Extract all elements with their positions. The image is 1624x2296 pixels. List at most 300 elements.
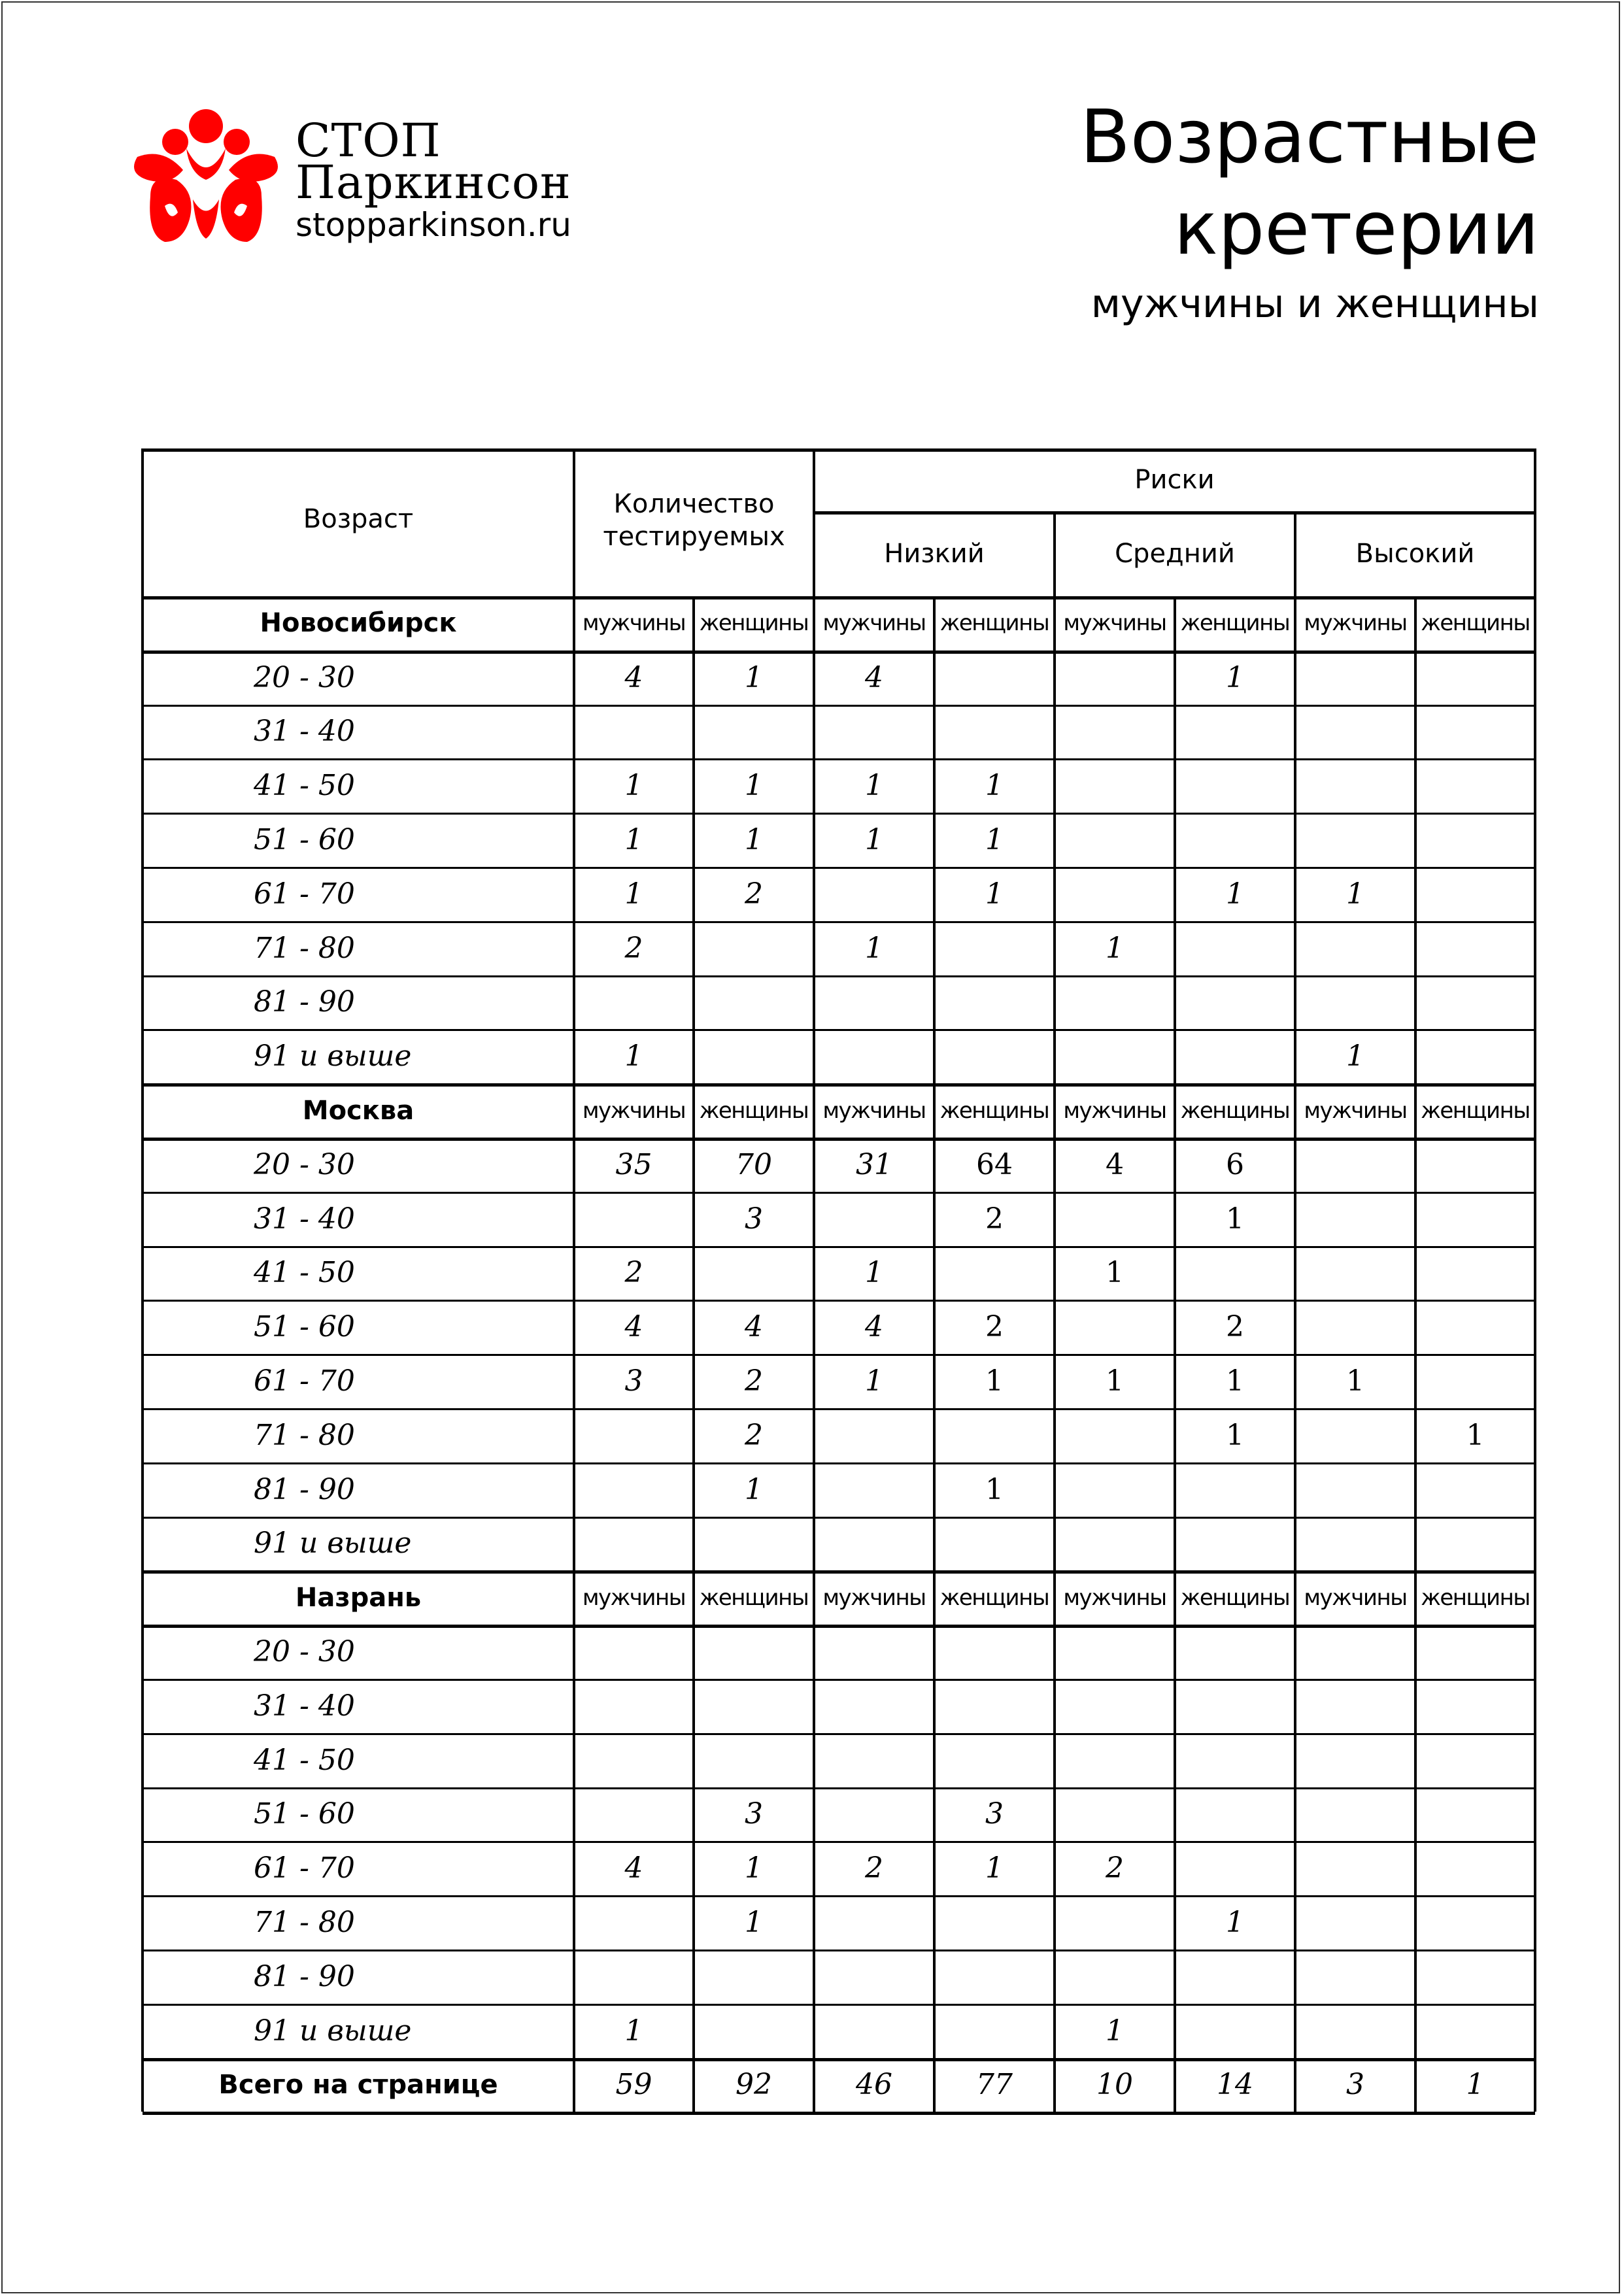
table-column-rule <box>692 1570 695 1625</box>
header-risks: Риски <box>1134 465 1215 495</box>
age-range: 51 - 60 <box>254 823 355 857</box>
value-cell <box>1055 1787 1175 1842</box>
table-column-rule <box>1414 1570 1417 1625</box>
table-column-rule <box>141 1570 144 1625</box>
table-column-rule <box>692 921 695 975</box>
table-column-rule <box>1294 975 1296 1030</box>
table-column-rule <box>1294 1138 1296 1192</box>
value-cell: 1 <box>865 1256 883 1290</box>
value-cell <box>1415 650 1535 705</box>
table-column-rule <box>573 1462 575 1517</box>
table-column-rule <box>1174 921 1176 975</box>
table-column-rule <box>1534 1246 1536 1300</box>
age-range: 71 - 80 <box>254 1906 355 1940</box>
value-cell <box>814 1517 934 1571</box>
table-column-rule <box>933 921 936 975</box>
value-cell: 1 <box>985 1364 1004 1398</box>
table-column-rule <box>1414 1192 1417 1246</box>
table-column-rule <box>1294 1679 1296 1733</box>
table-column-rule <box>1294 1841 1296 1895</box>
table-column-rule <box>1414 1029 1417 1083</box>
value-cell: 1 <box>985 877 1004 911</box>
header-count: Количество тестируемых <box>603 489 785 552</box>
value-cell <box>1055 975 1175 1030</box>
table-column-rule <box>1174 975 1176 1030</box>
table-column-rule <box>1174 1408 1176 1462</box>
table-column-rule <box>933 1462 936 1517</box>
value-cell <box>1415 1787 1535 1842</box>
value-cell <box>1055 1300 1175 1354</box>
table-column-rule <box>1414 921 1417 975</box>
table-column-rule <box>1174 1354 1176 1408</box>
value-cell: 1 <box>865 823 883 857</box>
value-cell: 2 <box>745 1364 763 1398</box>
table-column-rule <box>573 1625 575 1679</box>
table-column-rule <box>692 1029 695 1083</box>
table-column-rule <box>1294 1083 1296 1138</box>
city-label: Назрань <box>295 1582 422 1613</box>
table-column-rule <box>1174 1570 1176 1625</box>
table-column-rule <box>141 975 144 1030</box>
table-column-rule <box>813 1138 815 1192</box>
value-cell <box>574 1895 694 1950</box>
age-range: 51 - 60 <box>254 1310 355 1344</box>
table-column-rule <box>692 1138 695 1192</box>
age-range: 91 и выше <box>254 1527 412 1561</box>
value-cell <box>1055 705 1175 759</box>
value-cell <box>1415 1895 1535 1950</box>
value-cell: 4 <box>624 1851 643 1885</box>
table-column-rule <box>1414 1787 1417 1842</box>
table-column-rule <box>1534 1895 1536 1950</box>
table-column-rule <box>1053 1895 1056 1950</box>
value-cell <box>1415 975 1535 1030</box>
value-cell: 1 <box>865 769 883 803</box>
table-column-rule <box>692 975 695 1030</box>
table-column-rule <box>1534 705 1536 759</box>
table-column-rule <box>1174 1625 1176 1679</box>
value-cell <box>574 1408 694 1462</box>
table-column-rule <box>141 596 144 650</box>
table-column-rule <box>1414 1733 1417 1787</box>
value-cell <box>1415 758 1535 813</box>
table-column-rule <box>573 1138 575 1192</box>
age-range: 41 - 50 <box>254 1743 355 1777</box>
value-cell: 4 <box>1106 1147 1124 1181</box>
value-cell <box>1295 1950 1415 2004</box>
table-column-rule <box>813 1950 815 2004</box>
total-value: 92 <box>736 2068 772 2102</box>
table-column-rule <box>1294 1462 1296 1517</box>
table-column-rule <box>1534 1625 1536 1679</box>
value-cell <box>934 1679 1055 1733</box>
age-range: 41 - 50 <box>254 1256 355 1290</box>
table-column-rule <box>1414 1841 1417 1895</box>
age-range: 20 - 30 <box>254 1147 355 1181</box>
table-column-rule <box>813 1246 815 1300</box>
table-column-rule <box>573 758 575 813</box>
value-cell <box>1295 1895 1415 1950</box>
table-column-rule <box>813 1354 815 1408</box>
table-column-rule <box>573 813 575 867</box>
table-column-rule <box>813 1083 815 1138</box>
table-column-rule <box>573 1950 575 2004</box>
table-column-rule <box>1294 921 1296 975</box>
table-column-rule <box>1053 705 1056 759</box>
table-column-rule <box>1534 650 1536 705</box>
value-cell <box>934 1950 1055 2004</box>
table-column-rule <box>1294 1570 1296 1625</box>
table-column-rule <box>1534 1192 1536 1246</box>
value-cell <box>1055 1625 1175 1679</box>
value-cell: 2 <box>745 1418 763 1452</box>
value-cell <box>694 705 814 759</box>
city-label: Москва <box>302 1095 414 1126</box>
value-cell <box>1175 705 1295 759</box>
table-column-rule <box>1534 1733 1536 1787</box>
table-column-rule <box>692 1895 695 1950</box>
value-cell: 4 <box>865 660 883 694</box>
value-cell: 1 <box>1226 1202 1244 1236</box>
table-column-rule <box>933 650 936 705</box>
table-column-rule <box>573 867 575 921</box>
page-title <box>1080 92 1539 333</box>
table-column-rule <box>1174 867 1176 921</box>
table-column-rule <box>813 813 815 867</box>
total-label: Всего на странице <box>218 2069 498 2100</box>
table-column-rule <box>1053 1246 1056 1300</box>
city-label: Новосибирск <box>260 608 457 639</box>
age-range: 71 - 80 <box>254 931 355 965</box>
value-cell <box>1295 650 1415 705</box>
value-cell <box>814 867 934 921</box>
table-column-rule <box>1053 1841 1056 1895</box>
table-column-rule <box>933 1300 936 1354</box>
table-column-rule <box>1053 1138 1056 1192</box>
value-cell <box>814 975 934 1030</box>
value-cell <box>1295 1517 1415 1571</box>
value-cell <box>1175 1733 1295 1787</box>
table-column-rule <box>692 1950 695 2004</box>
title-line1: Возрастные <box>1079 95 1539 180</box>
table-column-rule <box>933 758 936 813</box>
table-column-rule <box>573 2058 575 2112</box>
sex-label: женщины <box>699 610 809 637</box>
value-cell <box>934 2004 1055 2058</box>
age-range: 31 - 40 <box>254 1689 355 1723</box>
table-column-rule <box>1053 1733 1056 1787</box>
value-cell <box>694 1029 814 1083</box>
value-cell <box>1175 921 1295 975</box>
table-column-rule <box>1534 1083 1536 1138</box>
value-cell <box>814 1462 934 1517</box>
table-column-rule <box>933 1787 936 1842</box>
sex-label: мужчины <box>1063 1584 1166 1611</box>
sex-label: мужчины <box>822 610 926 637</box>
table-column-rule <box>1174 1246 1176 1300</box>
value-cell: 3 <box>745 1202 763 1236</box>
table-column-rule <box>1414 1517 1417 1571</box>
value-cell <box>574 1733 694 1787</box>
age-range: 31 - 40 <box>254 715 355 749</box>
table-column-rule <box>813 1570 815 1625</box>
table-column-rule <box>573 1570 575 1625</box>
table-column-rule <box>1174 1083 1176 1138</box>
table-column-rule <box>141 1733 144 1787</box>
age-range: 91 и выше <box>254 2014 412 2048</box>
table-column-rule <box>1294 1300 1296 1354</box>
value-cell <box>1055 813 1175 867</box>
table-column-rule <box>1053 867 1056 921</box>
brand-site: stopparkinson.ru <box>296 206 571 244</box>
table-column-rule <box>1414 1354 1417 1408</box>
table-column-rule <box>141 1841 144 1895</box>
table-column-rule <box>692 758 695 813</box>
total-value: 1 <box>1466 2068 1485 2102</box>
value-cell: 1 <box>745 1472 763 1506</box>
table-column-rule <box>1174 1841 1176 1895</box>
table-column-rule <box>933 705 936 759</box>
value-cell <box>1175 1625 1295 1679</box>
value-cell <box>574 1787 694 1842</box>
table-column-rule <box>1294 813 1296 867</box>
table-column-rule <box>573 1408 575 1462</box>
table-column-rule <box>141 758 144 813</box>
table-column-rule <box>573 1083 575 1138</box>
table-column-rule <box>933 867 936 921</box>
sex-label: мужчины <box>1063 610 1166 637</box>
value-cell <box>1415 1192 1535 1246</box>
table-column-rule <box>573 650 575 705</box>
table-column-rule <box>1053 1300 1056 1354</box>
table-column-rule <box>1414 650 1417 705</box>
table-column-rule <box>1414 975 1417 1030</box>
value-cell: 1 <box>1346 1039 1364 1073</box>
value-cell <box>1295 975 1415 1030</box>
table-column-rule <box>813 596 815 650</box>
value-cell: 1 <box>985 1472 1004 1506</box>
table-column-rule <box>1294 596 1296 650</box>
table-column-rule <box>1294 1029 1296 1083</box>
value-cell <box>1295 1733 1415 1787</box>
value-cell <box>1175 1950 1295 2004</box>
value-cell: 2 <box>745 877 763 911</box>
table-column-rule <box>573 921 575 975</box>
table-column-rule <box>141 1787 144 1842</box>
table-column-rule <box>813 1029 815 1083</box>
value-cell: 1 <box>745 823 763 857</box>
age-range: 61 - 70 <box>254 877 355 911</box>
table-column-rule <box>813 1408 815 1462</box>
value-cell <box>1055 1679 1175 1733</box>
value-cell <box>934 921 1055 975</box>
header-risk-medium: Средний <box>1115 539 1235 569</box>
table-column-rule <box>1534 1679 1536 1733</box>
age-range: 61 - 70 <box>254 1851 355 1885</box>
value-cell <box>934 975 1055 1030</box>
table-column-rule <box>1174 705 1176 759</box>
table-column-rule <box>813 1787 815 1842</box>
table-column-rule <box>573 1733 575 1787</box>
table-column-rule <box>813 1192 815 1246</box>
value-cell <box>1295 921 1415 975</box>
age-range: 71 - 80 <box>254 1418 355 1452</box>
value-cell: 1 <box>1226 1364 1244 1398</box>
value-cell <box>814 1192 934 1246</box>
table-column-rule <box>141 1246 144 1300</box>
value-cell <box>1295 1192 1415 1246</box>
table-column-rule <box>1294 2058 1296 2112</box>
total-value: 59 <box>615 2068 652 2102</box>
table-column-rule <box>813 1462 815 1517</box>
value-cell: 1 <box>985 823 1004 857</box>
sex-label: мужчины <box>1063 1097 1166 1124</box>
table-column-rule <box>573 1679 575 1733</box>
value-cell <box>574 1679 694 1733</box>
sex-label: женщины <box>1180 610 1290 637</box>
value-cell <box>1175 1787 1295 1842</box>
table-column-rule <box>573 975 575 1030</box>
value-cell <box>1295 1408 1415 1462</box>
table-column-rule <box>1174 813 1176 867</box>
value-cell <box>1055 1950 1175 2004</box>
value-cell <box>1415 1354 1535 1408</box>
table-column-rule <box>1414 1625 1417 1679</box>
sex-label: женщины <box>1421 610 1530 637</box>
value-cell: 1 <box>865 931 883 965</box>
table-column-rule <box>692 1625 695 1679</box>
value-cell: 1 <box>624 877 643 911</box>
table-column-rule <box>692 1462 695 1517</box>
table-column-rule <box>1174 758 1176 813</box>
table-column-rule <box>1053 1625 1056 1679</box>
table-column-rule <box>933 1246 936 1300</box>
value-cell <box>1295 758 1415 813</box>
table-column-rule <box>1534 867 1536 921</box>
table-column-rule <box>692 1192 695 1246</box>
table-column-rule <box>1534 1841 1536 1895</box>
value-cell <box>934 1408 1055 1462</box>
value-cell: 64 <box>976 1147 1013 1181</box>
table-column-rule <box>813 1300 815 1354</box>
age-range: 91 и выше <box>254 1039 412 1073</box>
value-cell <box>694 1679 814 1733</box>
value-cell: 1 <box>624 823 643 857</box>
value-cell: 2 <box>865 1851 883 1885</box>
table-column-rule <box>1294 2004 1296 2058</box>
value-cell <box>814 1950 934 2004</box>
value-cell <box>1415 1841 1535 1895</box>
header-age: Возраст <box>303 504 414 534</box>
table-column-rule <box>1294 867 1296 921</box>
value-cell <box>1415 1950 1535 2004</box>
value-cell <box>814 1679 934 1733</box>
value-cell <box>1415 1300 1535 1354</box>
value-cell: 1 <box>745 660 763 694</box>
table-column-rule <box>692 596 695 650</box>
table-column-rule <box>1534 813 1536 867</box>
table-column-rule <box>1414 1950 1417 2004</box>
table-column-rule <box>933 1625 936 1679</box>
table-column-rule <box>1053 2058 1056 2112</box>
value-cell: 4 <box>745 1310 763 1344</box>
table-column-rule <box>933 1138 936 1192</box>
age-criteria-table <box>143 448 1535 2109</box>
sex-label: женщины <box>1180 1584 1290 1611</box>
table-column-rule <box>141 1462 144 1517</box>
value-cell <box>1295 1679 1415 1733</box>
table-column-rule <box>692 1354 695 1408</box>
table-column-rule <box>1053 1354 1056 1408</box>
sex-label: женщины <box>1421 1097 1530 1124</box>
table-column-rule <box>1414 596 1417 650</box>
value-cell <box>814 1625 934 1679</box>
value-cell <box>814 2004 934 2058</box>
table-column-rule <box>813 1895 815 1950</box>
table-column-rule <box>141 867 144 921</box>
sex-label: мужчины <box>822 1097 926 1124</box>
table-column-rule <box>141 1625 144 1679</box>
table-column-rule <box>573 1517 575 1571</box>
sex-label: женщины <box>699 1584 809 1611</box>
table-column-rule <box>1053 650 1056 705</box>
value-cell <box>1295 1300 1415 1354</box>
page-subtitle: мужчины и женщины <box>1091 281 1539 327</box>
table-column-rule <box>1174 650 1176 705</box>
value-cell <box>1415 1462 1535 1517</box>
table-column-rule <box>1534 758 1536 813</box>
table-column-rule <box>1534 1138 1536 1192</box>
table-column-rule <box>141 1679 144 1733</box>
value-cell <box>694 1517 814 1571</box>
table-column-rule <box>1174 1029 1176 1083</box>
table-column-rule <box>1534 2058 1536 2112</box>
value-cell: 1 <box>1226 1418 1244 1452</box>
table-column-rule <box>692 813 695 867</box>
table-column-rule <box>1174 2058 1176 2112</box>
value-cell <box>1055 1895 1175 1950</box>
value-cell <box>1175 975 1295 1030</box>
value-cell <box>694 1246 814 1300</box>
age-range: 81 - 90 <box>254 1959 355 1993</box>
value-cell <box>1295 813 1415 867</box>
value-cell: 2 <box>624 931 643 965</box>
table-column-rule <box>573 1787 575 1842</box>
value-cell <box>934 1246 1055 1300</box>
table-column-rule <box>1174 1300 1176 1354</box>
value-cell <box>934 1733 1055 1787</box>
table-column-rule <box>933 1192 936 1246</box>
table-column-rule <box>692 705 695 759</box>
table-column-rule <box>1534 1517 1536 1571</box>
logo-flower-icon <box>124 108 288 245</box>
value-cell <box>574 975 694 1030</box>
table-column-rule <box>813 1517 815 1571</box>
value-cell: 1 <box>1346 1364 1364 1398</box>
value-cell: 3 <box>624 1364 643 1398</box>
table-column-rule <box>1174 1138 1176 1192</box>
table-column-rule <box>1174 1679 1176 1733</box>
value-cell <box>1415 1246 1535 1300</box>
table-column-rule <box>1534 1408 1536 1462</box>
age-range: 20 - 30 <box>254 1635 355 1669</box>
age-range: 20 - 30 <box>254 660 355 694</box>
value-cell <box>1055 867 1175 921</box>
table-column-rule <box>933 1733 936 1787</box>
table-column-rule <box>1414 705 1417 759</box>
table-column-rule <box>813 758 815 813</box>
value-cell <box>814 1733 934 1787</box>
